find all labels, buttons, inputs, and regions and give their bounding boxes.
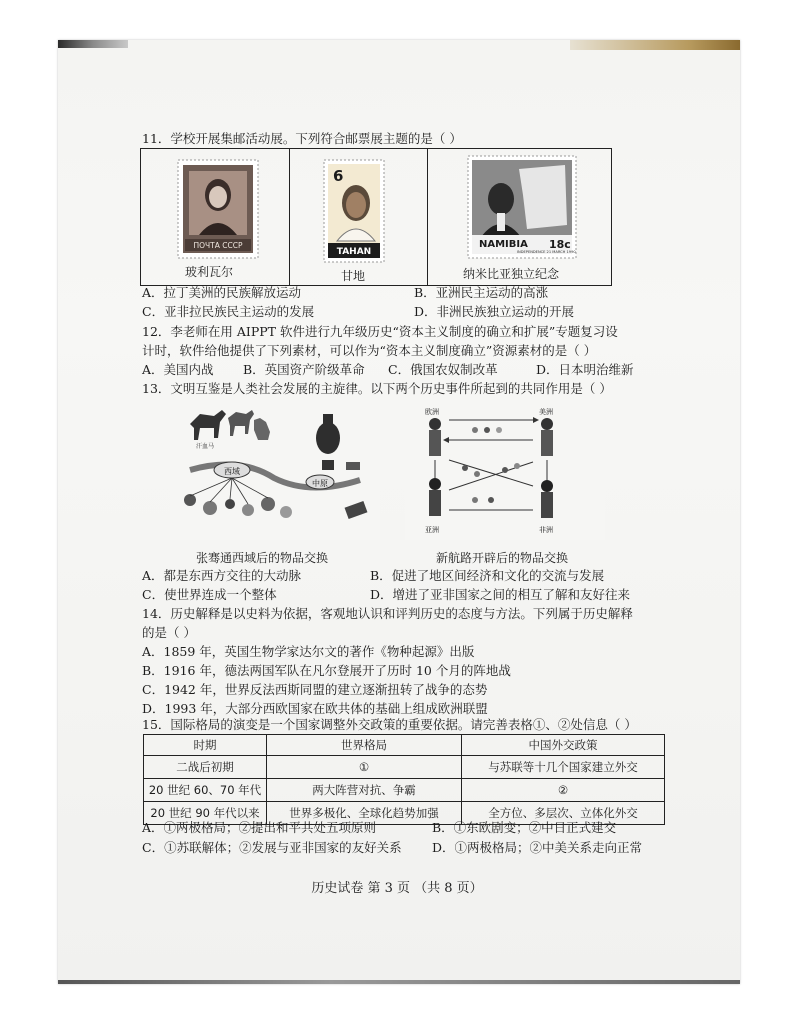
q11-stamp-panel [140,148,612,286]
q13-option-c: C．使世界连成一个整体 [142,587,277,602]
q12-stem-line1: 12．李老师在用 AIPPT 软件进行九年级历史“资本主义制度的确立和扩展”专题复习设 [142,324,618,339]
header-period: 时期 [144,735,267,756]
q14-option-b: B．1916 年，德法两国军队在凡尔登展开了历时 10 个月的阵地战 [142,663,511,678]
page-footer: 历史试卷 第 3 页 （共 8 页） [311,881,483,896]
new-sea-route-exchange-illustration [405,400,605,540]
row2-china-policy: ② [462,779,665,802]
q12-stem-line2: 计时，软件给他提供了下列素材，可以作为“资本主义制度确立”资源素材的是（ ） [142,343,597,358]
row3-world-pattern: 世界多极化、全球化趋势加强 [267,802,462,825]
q15-stem: 15．国际格局的演变是一个国家调整外交政策的重要依据。请完善表格①、②处信息（ ） [142,717,637,732]
label-xiyu: 西域 [224,467,240,476]
q14-stem-line2: 的是（ ） [142,625,196,640]
namibia-stamp-value: 18c [549,238,571,251]
q15-option-d: D．①两极格局；②中美关系走向正常 [432,840,643,855]
namibia-stamp-sub: INDEPENDENCE 21 MARCH 1990 [517,250,576,254]
q15-option-a: A．①两极格局；②提出和平共处五项原则 [142,820,377,835]
q12-option-d: D．日本明治维新 [536,362,634,377]
q12-option-b: B．英国资产阶级革命 [243,362,365,377]
tape-strip [570,40,740,50]
q11-stem: 11．学校开展集邮活动展。下列符合邮票展主题的是（ ） [142,131,462,146]
q14-option-d: D．1993 年，大部分西欧国家在欧共体的基础上组成欧洲联盟 [142,701,488,716]
q11-option-a: A．拉丁美洲的民族解放运动 [142,285,302,300]
q11-option-c: C．亚非拉民族民主运动的发展 [142,304,315,319]
q13-left-caption: 张骞通西域后的物品交换 [196,551,329,565]
q12-option-c: C．俄国农奴制改革 [388,362,498,377]
table-row [144,756,665,779]
q14-stem-line1: 14．历史解释是以史料为依据，客观地认识和评判历史的态度与方法。下列属于历史解释 [142,606,633,621]
q11-option-b: B．亚洲民主运动的高涨 [414,285,549,300]
row1-period: 二战后初期 [144,756,267,779]
row2-world-pattern: 两大阵营对抗、争霸 [267,779,462,802]
gandhi-stamp-country: TAHAN [336,247,372,257]
gandhi-stamp-image [323,159,385,263]
caption-bolivar: 玻利瓦尔 [185,265,234,279]
row1-world-pattern: ① [267,756,462,779]
namibia-stamp-image [467,155,577,259]
header-world-pattern: 世界格局 [267,735,462,756]
caption-namibia: 纳米比亚独立纪念 [463,267,560,281]
label-asia: 亚洲 [425,526,439,534]
q12-option-a: A．美国内战 [142,362,214,377]
row1-china-policy: 与苏联等十几个国家建立外交 [462,756,665,779]
q13-stem: 13．文明互鉴是人类社会发展的主旋律。以下两个历史事件所起到的共同作用是（ ） [142,381,612,396]
bolivar-stamp-text: ПОЧТА СССР [193,241,243,250]
q14-option-c: C．1942 年，世界反法西斯同盟的建立逐渐扭转了战争的态势 [142,682,488,697]
page-edge-shadow [58,40,128,48]
silk-road-exchange-illustration [170,400,380,540]
q15-option-c: C．①苏联解体；②发展与亚非国家的友好关系 [142,840,402,855]
bolivar-stamp-image [177,159,259,259]
label-zhongyuan: 中原 [312,479,328,488]
q13-right-caption: 新航路开辟后的物品交换 [436,551,569,565]
namibia-stamp-country: NAMIBIA [479,239,528,250]
q13-option-b: B．促进了地区间经济和文化的交流与发展 [370,568,605,583]
gandhi-stamp-value: 6 [333,167,344,185]
caption-gandhi: 甘地 [341,269,366,283]
row2-period: 20 世纪 60、70 年代 [144,779,267,802]
label-america: 美洲 [539,408,553,416]
table-header-row [144,735,665,756]
q15-table [143,734,665,825]
row3-period: 20 世纪 90 年代以来 [144,802,267,825]
label-europe: 欧洲 [425,408,439,416]
row3-china-policy: 全方位、多层次、立体化外交 [462,802,665,825]
page-bottom-edge [58,980,740,984]
q13-option-d: D．增进了亚非国家之间的相互了解和友好往来 [370,587,631,602]
header-china-policy: 中国外交政策 [462,735,665,756]
q13-option-a: A．都是东西方交往的大动脉 [142,568,302,583]
label-hanxuema: 汗血马 [196,443,215,450]
table-row [144,779,665,802]
label-africa: 非洲 [539,526,553,534]
q15-option-b: B．①东欧剧变；②中日正式建交 [432,820,617,835]
q14-option-a: A．1859 年，英国生物学家达尔文的著作《物种起源》出版 [142,644,475,659]
q11-option-d: D．非洲民族独立运动的开展 [414,304,575,319]
